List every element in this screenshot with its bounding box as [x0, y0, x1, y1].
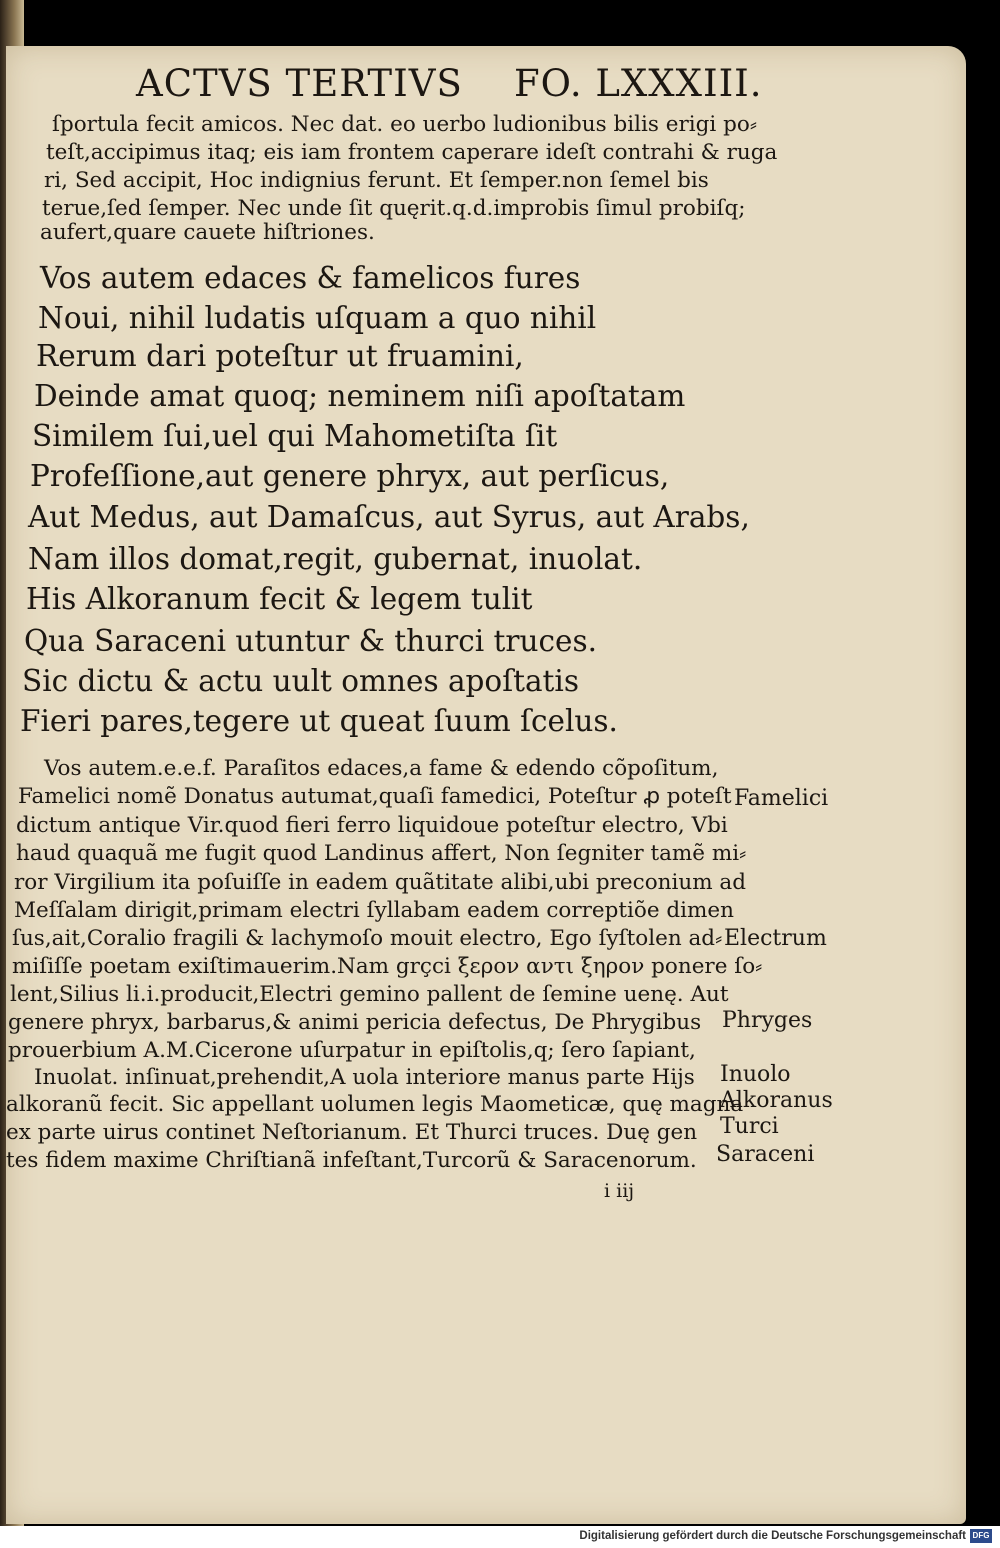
verse-line: Fieri pares,tegere ut queat ſuum ſcelus. — [20, 704, 618, 738]
marginal-gloss: Phryges — [722, 1008, 813, 1033]
verse-line: Aut Medus, aut Damaſcus, aut Syrus, aut Arabs, — [28, 500, 750, 534]
verse-line: Profeſſione,aut genere phryx, aut perſicus, — [30, 459, 670, 493]
commentary-line: prouerbium A.M.Cicerone uſurpatur in epiſtolis,q; ſero ſapiant, — [8, 1038, 696, 1063]
commentary-line: terue,ſed ſemper. Nec unde ſit quęrit.q.d.improbis ſimul probiſq; — [42, 196, 746, 221]
verse-line: Noui, nihil ludatis uſquam a quo nihil — [38, 301, 597, 335]
commentary-line: tes fidem maxime Chriſtianã infeſtant,Turcorũ & Saracenorum. — [6, 1148, 697, 1173]
commentary-line: teſt,accipimus itaq; eis iam frontem caperare ideſt contrahi & ruga — [46, 140, 778, 165]
commentary-line: ror Virgilium ita poſuiſſe in eadem quãtitate alibi,ubi preconium ad — [14, 870, 747, 895]
marginal-gloss: Famelici — [734, 786, 829, 811]
verse-line: Deinde amat quoq; neminem niſi apoſtatam — [34, 379, 686, 413]
verse-line: Nam illos domat,regit, gubernat, inuolat. — [28, 542, 643, 576]
commentary-line: Famelici nomẽ Donatus autumat,quaſi famedici, Poteſtur ꝓ poteſt — [18, 784, 732, 809]
commentary-line: ri, Sed accipit, Hoc indignius ferunt. Et ſemper.non ſemel bis — [44, 168, 709, 193]
marginal-gloss: Saraceni — [716, 1142, 815, 1167]
commentary-line: haud quaquã me fugit quod Landinus affert, Non ſegniter tamẽ mi⸗ — [16, 841, 747, 866]
verse-line: Sic dictu & actu uult omnes apoſtatis — [22, 664, 579, 698]
funding-credit: Digitalisierung gefördert durch die Deutsche Forschungsgemeinschaft — [579, 1530, 966, 1542]
commentary-line: ex parte uirus continet Neſtorianum. Et Thurci truces. Duę gen — [6, 1120, 698, 1145]
commentary-line: alkoranũ fecit. Sic appellant uolumen legis Maometicæ, quę magna — [6, 1092, 744, 1117]
commentary-line: Meſſalam dirigit,primam electri ſyllabam eadem correptiõe dimen — [14, 898, 734, 923]
commentary-line: Inuolat. inſinuat,prehendit,A uola interiore manus parte Hijs — [34, 1065, 695, 1090]
commentary-line: Vos autem.e.e.f. Paraſitos edaces,a fame & edendo cõpoſitum, — [44, 756, 719, 781]
verse-line: Rerum dari poteſtur ut fruamini, — [36, 339, 524, 373]
marginal-gloss: Inuolo — [720, 1062, 791, 1087]
marginal-gloss: Turci — [720, 1114, 779, 1139]
dfg-logo-icon: DFG — [970, 1529, 992, 1543]
verse-line: His Alkoranum fecit & legem tulit — [26, 582, 533, 616]
verse-line: Vos autem edaces & famelicos fures — [40, 261, 581, 295]
commentary-line: aufert,quare cauete hiſtriones. — [40, 220, 375, 245]
commentary-line: genere phryx, barbarus,& animi pericia defectus, De Phrygibus — [8, 1010, 702, 1035]
folio-number: FO. LXXXIII. — [514, 62, 763, 105]
commentary-line: dictum antique Vir.quod fieri ferro liquidoue poteſtur electro, Vbi — [16, 813, 728, 838]
verse-line: Similem ſui,uel qui Mahometiſta ſit — [32, 419, 558, 453]
commentary-line: miſiſſe poetam exiſtimauerim.Nam grçci ξερον αντι ξηρον ponere ſo⸗ — [12, 954, 763, 979]
verse-line: Qua Saraceni utuntur & thurci truces. — [24, 624, 597, 658]
commentary-line: lent,Silius li.i.producit,Electri gemino pallent de ſemine uenę. Aut — [10, 982, 729, 1007]
commentary-line: ſus,ait,Coralio fragili & lachymoſo mouit electro, Ego ſyſtolen ad⸗ — [12, 926, 723, 951]
marginal-gloss: Alkoranus — [720, 1088, 833, 1113]
commentary-line: ſportula fecit amicos. Nec dat. eo uerbo ludionibus bilis erigi po⸗ — [52, 112, 757, 137]
running-title: ACTVS TERTIVS — [136, 62, 463, 105]
signature-mark: i iij — [604, 1180, 635, 1202]
marginal-gloss: Electrum — [724, 926, 827, 951]
